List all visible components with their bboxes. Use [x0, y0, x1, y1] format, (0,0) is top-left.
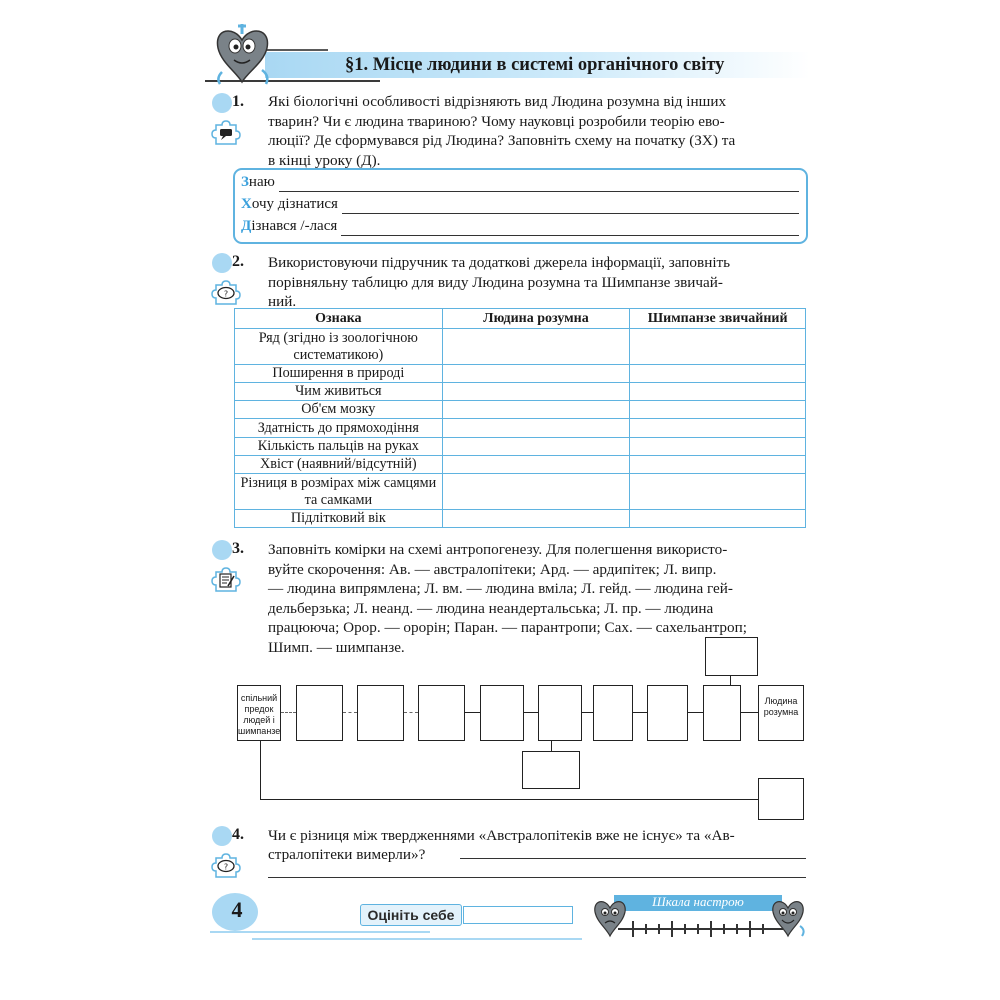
- svg-text:?: ?: [223, 862, 229, 872]
- zx-chart-box: [233, 168, 808, 244]
- mood-scale-line: [618, 928, 783, 930]
- task-4-text: [268, 826, 806, 846]
- answer-cell[interactable]: [630, 383, 806, 401]
- connector-line: [688, 712, 703, 713]
- table-row-label: Різниця в розмірах між самцями та самками: [235, 474, 443, 510]
- mood-tick[interactable]: [723, 924, 725, 934]
- answer-cell[interactable]: [630, 510, 806, 528]
- zx-row-know: [241, 172, 799, 192]
- connector-line: [404, 712, 418, 713]
- answer-cell[interactable]: [630, 438, 806, 456]
- table-row-label: Здатність до прямоходіння: [235, 419, 443, 438]
- table-header: Людина розумна: [442, 309, 630, 329]
- connector-line: [343, 712, 357, 713]
- diagram-empty-box[interactable]: [418, 685, 465, 741]
- answer-cell[interactable]: [630, 365, 806, 383]
- page-title: §1. Місце людини в системі органічного світу: [345, 55, 725, 75]
- diagram-empty-box[interactable]: [758, 778, 804, 820]
- mood-tick[interactable]: [632, 921, 634, 937]
- diagram-box-label: спільний предок людей і шимпанзе: [238, 693, 281, 736]
- write-puzzle-icon: [211, 564, 241, 594]
- task-1-line: тварин? Чи є людина твариною? Чому науковці розробили теорію ево-: [268, 112, 725, 130]
- task-2-number: 2.: [232, 253, 244, 270]
- task-1-text: [268, 92, 806, 170]
- table-row-label: Поширення в природі: [235, 365, 443, 383]
- task-3-line: дельберзька; Л. неанд. — людина неандертальська; Л. пр. — людина: [268, 599, 714, 617]
- diagram-box-common-ancestor: [237, 685, 281, 741]
- happy-heart-icon: [770, 896, 806, 940]
- zx-row-want: [241, 194, 799, 214]
- table-row-label: Чим живиться: [235, 383, 443, 401]
- discussion-puzzle-icon: [211, 117, 241, 147]
- mood-tick[interactable]: [749, 921, 751, 937]
- task-3-marker: [212, 540, 232, 560]
- connector-line: [524, 712, 538, 713]
- task-4-marker: [212, 826, 232, 846]
- table-row: [235, 419, 806, 438]
- task-4-answer-line[interactable]: [268, 877, 806, 878]
- zx-cap: З: [241, 174, 249, 190]
- connector-line: [582, 712, 593, 713]
- zx-cap: Д: [241, 218, 252, 234]
- table-row: [235, 456, 806, 474]
- self-assess-field[interactable]: [463, 906, 573, 924]
- mood-scale-label: Шкала настрою: [652, 894, 744, 909]
- task-4-line: Чи є різниця між твердженнями «Австралопітеків вже не існує» та «Ав-: [268, 827, 735, 844]
- task-2-line: порівняльну таблицю для виду Людина розумна та Шимпанзе звичай-: [268, 273, 723, 291]
- task-2-line: ний.: [268, 293, 297, 310]
- zx-label: очу дізнатися: [251, 196, 338, 212]
- zx-label: ізнався /-лася: [251, 218, 338, 234]
- zx-answer-line[interactable]: [342, 198, 799, 214]
- sad-heart-icon: [592, 896, 628, 940]
- diagram-empty-box[interactable]: [647, 685, 688, 741]
- svg-text:?: ?: [223, 289, 229, 299]
- task-3-line: Заповніть комірки на схемі антропогенезу. Для полегшення використо-: [268, 541, 728, 558]
- connector-line: [260, 741, 261, 799]
- table-row-label: Підлітковий вік: [235, 510, 443, 528]
- table-row: [235, 510, 806, 528]
- task-4-number: 4.: [232, 826, 244, 843]
- zx-answer-line[interactable]: [341, 220, 799, 236]
- mood-tick[interactable]: [658, 924, 660, 934]
- answer-cell[interactable]: [630, 329, 806, 365]
- diagram-box-label: Людина розумна: [763, 696, 799, 717]
- answer-cell[interactable]: [442, 365, 630, 383]
- table-row-label: Хвіст (наявний/відсутній): [235, 456, 443, 474]
- mood-tick[interactable]: [645, 924, 647, 934]
- task-1-line: люції? Де сформувався рід Людина? Заповніть схему на початку (ЗХ) та: [268, 132, 736, 149]
- answer-cell[interactable]: [442, 329, 630, 365]
- zx-cap: Х: [241, 196, 252, 212]
- connector-line: [281, 712, 296, 713]
- diagram-empty-box[interactable]: [538, 685, 582, 741]
- answer-cell[interactable]: [630, 419, 806, 438]
- answer-cell[interactable]: [630, 456, 806, 474]
- table-row-label: Кількість пальців на руках: [235, 438, 443, 456]
- table-row: [235, 474, 806, 510]
- task-2-marker: [212, 253, 232, 273]
- diagram-empty-box[interactable]: [522, 751, 580, 789]
- zx-label: наю: [248, 174, 275, 190]
- diagram-empty-box[interactable]: [357, 685, 404, 741]
- mood-tick[interactable]: [762, 924, 764, 934]
- table-header-row: [235, 309, 806, 329]
- connector-line: [633, 712, 647, 713]
- task-1-marker: [212, 93, 232, 113]
- diagram-empty-box[interactable]: [703, 685, 741, 741]
- task-3-line: Шимп. — шимпанзе.: [268, 638, 405, 656]
- answer-cell[interactable]: [442, 474, 630, 510]
- footer-rule: [252, 938, 582, 940]
- question-puzzle-icon: [211, 277, 241, 307]
- mood-tick[interactable]: [697, 924, 699, 934]
- answer-cell[interactable]: [442, 510, 630, 528]
- task-3-line: — людина випрямлена; Л. вм. — людина вміла; Л. гейд. — людина гей-: [268, 580, 733, 597]
- task-2-text: [268, 253, 806, 312]
- connector-line: [741, 712, 758, 713]
- connector-line: [260, 799, 758, 800]
- task-3-number: 3.: [232, 540, 244, 557]
- question-puzzle-icon: [211, 850, 241, 880]
- zx-row-learned: [241, 216, 799, 236]
- answer-cell[interactable]: [442, 419, 630, 438]
- table-row: [235, 329, 806, 365]
- table-row: [235, 438, 806, 456]
- diagram-empty-box[interactable]: [480, 685, 524, 741]
- mood-tick[interactable]: [671, 921, 673, 937]
- task-1-line: в кінці уроку (Д).: [268, 151, 381, 169]
- task-1-number: 1.: [232, 93, 244, 110]
- task-2-line: Використовуючи підручник та додаткові джерела інформації, заповніть: [268, 254, 731, 271]
- answer-cell[interactable]: [442, 456, 630, 474]
- heart-mascot-icon: [212, 22, 274, 88]
- connector-line: [465, 712, 480, 713]
- connector-line: [551, 741, 552, 751]
- answer-cell[interactable]: [442, 383, 630, 401]
- task-1-line: Які біологічні особливості відрізняють вид Людина розумна від інших: [268, 93, 727, 110]
- diagram-empty-box[interactable]: [593, 685, 633, 741]
- task-3-line: працююча; Орор. — орорін; Паран. — парантропи; Сах. — сахельантроп;: [268, 619, 747, 636]
- task-4-answer-line[interactable]: [460, 858, 806, 859]
- table-header: Шимпанзе звичайний: [630, 309, 806, 329]
- diagram-box-homo-sapiens: [758, 685, 804, 741]
- table-row: [235, 401, 806, 419]
- mood-tick[interactable]: [710, 921, 712, 937]
- table-row-label: Ряд (згідно із зоологічною систематикою): [235, 329, 443, 365]
- table-row: [235, 365, 806, 383]
- answer-cell[interactable]: [442, 438, 630, 456]
- footer-rule: [210, 931, 430, 933]
- task-3-line: вуйте скорочення: Ав. — австралопітеки; Ард. — ардипітек; Л. випр.: [268, 560, 717, 578]
- page-number: 4: [231, 897, 243, 922]
- task-4-line: стралопітеки вимерли»?: [268, 846, 426, 863]
- zx-answer-line[interactable]: [279, 176, 799, 192]
- table-header: Ознака: [235, 309, 443, 329]
- mood-tick[interactable]: [684, 924, 686, 934]
- table-row: [235, 383, 806, 401]
- diagram-empty-box[interactable]: [705, 637, 758, 676]
- mood-tick[interactable]: [736, 924, 738, 934]
- answer-cell[interactable]: [630, 401, 806, 419]
- diagram-empty-box[interactable]: [296, 685, 343, 741]
- answer-cell[interactable]: [442, 401, 630, 419]
- comparison-table: [234, 308, 806, 528]
- table-row-label: Об'єм мозку: [235, 401, 443, 419]
- self-assess-label: Оцініть себе: [360, 904, 462, 926]
- answer-cell[interactable]: [630, 474, 806, 510]
